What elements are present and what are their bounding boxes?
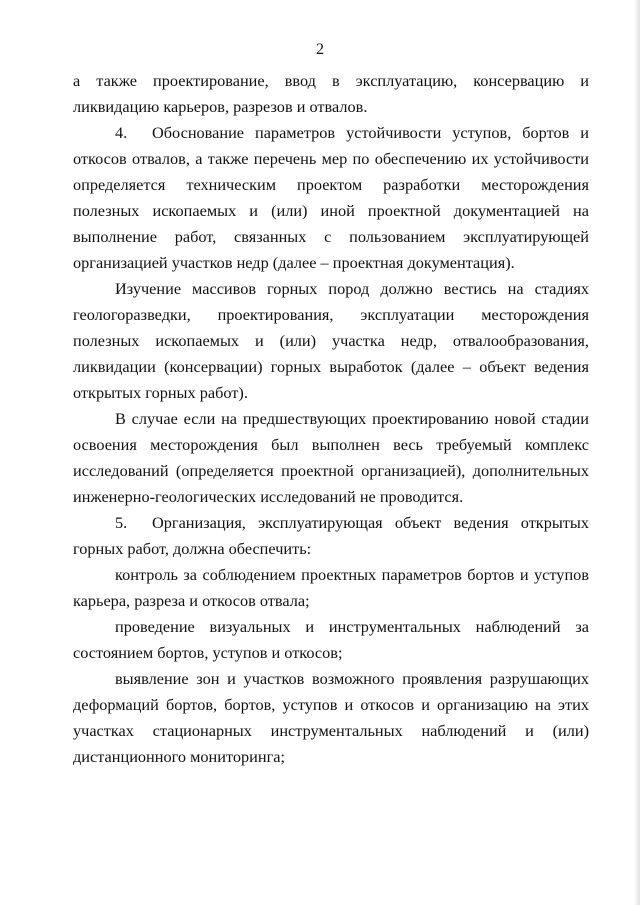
paragraph-2-text: Обоснование параметров устойчивости уступов, бортов и откосов отвалов, а также перечень мер по обеспечению их устойчивости определяется техническим проектом разработки месторождения полезных ископаемых и (или) иной проектной документацией на выполнение работ, связанных с пользованием эксплуатирующей организацией участков недр (далее – проектная документация). (73, 123, 589, 272)
page-edge-shadow (634, 0, 640, 905)
paragraph-5 (73, 510, 589, 562)
paragraph-3: Изучение массивов горных пород должно вестись на стадиях геологоразведки, проектирования, эксплуатации месторождения полезных ископаемых и (или) участка недр, отвалообразования, ликвидации (консервации) горных выработок (далее – объект ведения открытых горных работ). (73, 279, 589, 402)
item-number-4: 4. (115, 123, 128, 142)
paragraph-8: выявление зон и участков возможного проявления разрушающих деформаций бортов, бортов, уступов и откосов и организацию на этих участках стационарных инструментальных наблюдений и (или) дистанционного мониторинга; (73, 669, 589, 766)
paragraph-1: а также проектирование, ввод в эксплуатацию, консервацию и ликвидацию карьеров, разрезов и отвалов. (73, 71, 589, 116)
paragraph-5-text: Организация, эксплуатирующая объект ведения открытых горных работ, должна обеспечить: (73, 513, 589, 558)
paragraph-7: проведение визуальных и инструментальных наблюдений за состоянием бортов, уступов и откосов; (73, 617, 589, 662)
document-body (73, 68, 589, 770)
paragraph-6: контроль за соблюдением проектных параметров бортов и уступов карьера, разреза и откосов отвала; (73, 565, 589, 610)
page-number: 2 (316, 41, 324, 58)
paragraph-2 (73, 120, 589, 276)
paragraph-4: В случае если на предшествующих проектированию новой стадии освоения месторождения был выполнен весь требуемый комплекс исследований (определяется проектной организацией), дополнительных инженерно-геологических исследований не проводится. (73, 409, 589, 506)
item-number-5: 5. (115, 513, 128, 532)
